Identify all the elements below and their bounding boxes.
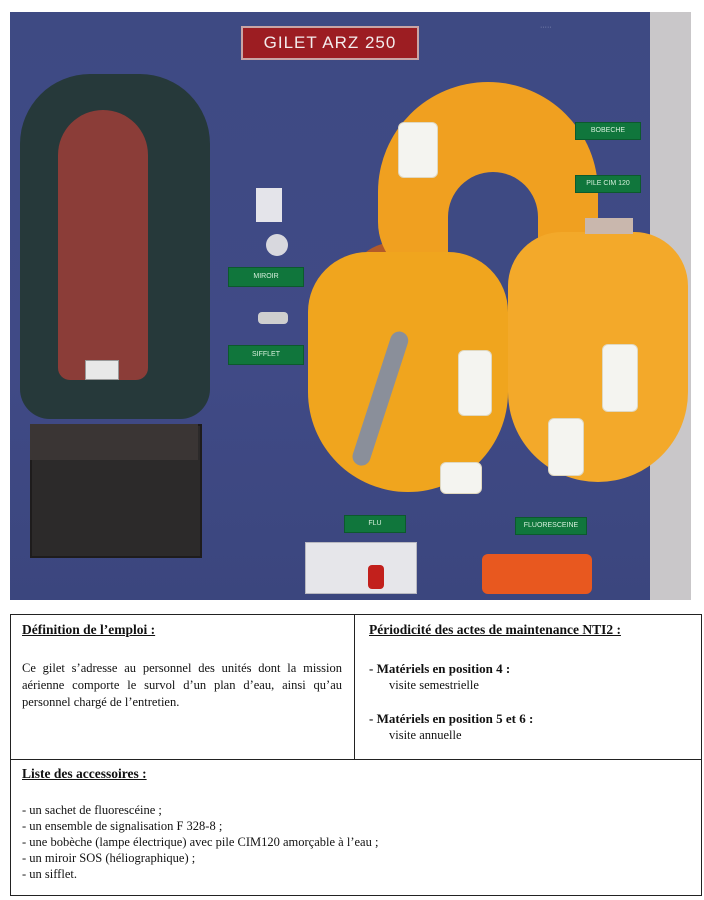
board-corner-tag: ····· bbox=[540, 24, 552, 31]
definition-heading: Définition de l’emploi : bbox=[22, 622, 156, 637]
label-fluorescein-left: FLU bbox=[344, 515, 406, 533]
vest-right-lobe bbox=[508, 232, 688, 482]
definition-cell bbox=[22, 621, 342, 711]
accessories-heading: Liste des accessoires : bbox=[22, 766, 147, 781]
column-divider bbox=[354, 615, 355, 759]
row-divider bbox=[11, 759, 701, 760]
list-item: - un sifflet. bbox=[22, 867, 77, 881]
list-item: - une bobèche (lampe électrique) avec pile CIM120 amorçable à l’eau ; bbox=[22, 835, 379, 849]
label-fluorescein-right: FLUORESCEINE bbox=[515, 517, 587, 535]
light-cap bbox=[368, 565, 384, 589]
periodicity-item-value: visite annuelle bbox=[389, 728, 462, 742]
folded-vest-red-lining bbox=[58, 110, 148, 380]
list-item: - un ensemble de signalisation F 328-8 ; bbox=[22, 819, 223, 833]
periodicity-cell bbox=[369, 621, 689, 744]
mirror-disc bbox=[266, 234, 288, 256]
title-sign: GILET ARZ 250 bbox=[241, 26, 419, 60]
inflated-life-vest bbox=[308, 82, 688, 522]
reflective-patch bbox=[548, 418, 584, 476]
list-item: - un sachet de fluorescéine ; bbox=[22, 803, 162, 817]
periodicity-item-label: - Matériels en position 4 : bbox=[369, 661, 511, 676]
accessories-cell bbox=[22, 765, 682, 882]
periodicity-item-value: visite semestrielle bbox=[389, 678, 479, 692]
label-sifflet: SIFFLET bbox=[228, 345, 304, 365]
reflective-patch bbox=[440, 462, 482, 494]
definition-text: Ce gilet s’adresse au personnel des unités dont la mission aérienne comporte le survol d’un plan d’eau, ainsi qu’au personnel chargé de l’entretien. bbox=[22, 661, 342, 709]
product-photo bbox=[10, 12, 691, 600]
label-pile: PILE CIM 120 bbox=[575, 175, 641, 193]
vest-buckle bbox=[85, 360, 119, 380]
signalling-kit bbox=[305, 542, 417, 594]
fluorescein-sachet bbox=[482, 554, 592, 594]
label-miroir: MIROIR bbox=[228, 267, 304, 287]
battery-pack bbox=[585, 218, 633, 234]
mirror-packet bbox=[256, 188, 282, 222]
periodicity-item-label: - Matériels en position 5 et 6 : bbox=[369, 711, 534, 726]
vest-pouch-flap bbox=[30, 424, 198, 460]
periodicity-heading: Périodicité des actes de maintenance NTI2 : bbox=[369, 622, 621, 637]
label-bobeche: BOBECHE bbox=[575, 122, 641, 140]
info-table bbox=[10, 614, 702, 896]
reflective-patch bbox=[398, 122, 438, 178]
reflective-patch bbox=[602, 344, 638, 412]
reflective-patch bbox=[458, 350, 492, 416]
accessories-list bbox=[22, 802, 682, 882]
list-item: - un miroir SOS (héliographique) ; bbox=[22, 851, 196, 865]
whistle bbox=[258, 312, 288, 324]
